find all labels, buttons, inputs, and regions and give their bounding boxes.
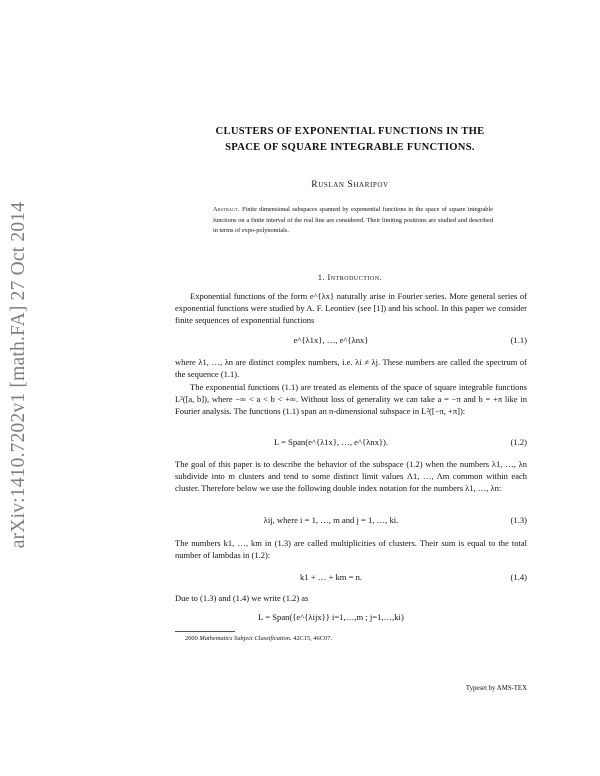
equation-1-4-number: (1.4) [510,572,527,582]
arxiv-side-stamp [4,175,34,575]
paragraph-4: The goal of this paper is to describe the behavior of the subspace (1.2) when the numbers λ1, …, λn subdivide into m clusters and tend to some distinct limit values Λ1, …, Λm common within each cluster. Therefore below we use the following double index notation for the numbers λ1, …, λn: [175,459,527,493]
abstract [213,205,493,237]
equation-1-4-body: k1 + … + km = n. [299,572,363,582]
footnote-year: 2000 [185,635,198,642]
paragraph-2: where λ1, …, λn are distinct complex numbers, i.e. λi ≠ λj. These numbers are called the spectrum of the sequence (1.1). [175,357,527,379]
abstract-label: Abstract. [213,206,240,213]
typeset-notice: Typeset by AMS-TEX [465,685,527,692]
footnote-rule [175,631,235,632]
author-name: Ruslan Sharipov [311,180,389,190]
paper-title [140,124,560,156]
paragraph-6: Due to (1.3) and (1.4) we write (1.2) as [175,593,309,603]
section-number: 1. [317,273,325,282]
footnote [185,635,525,642]
paragraph-1: Exponential functions of the form e^{λx} naturally arise in Fourier series. More general series of exponential functions were studied by A. F. Leontiev (see [1]) and his school. In this paper we consider finite sequences of exponential functions [175,291,527,325]
title-line-2: SPACE OF SQUARE INTEGRABLE FUNCTIONS. [225,142,475,153]
title-line-1: CLUSTERS OF EXPONENTIAL FUNCTIONS IN THE [215,126,485,137]
equation-1-3 [175,515,527,529]
equation-1-1-number: (1.1) [510,335,527,345]
footnote-codes: 42C15, 46C07. [293,635,333,642]
paragraph-3: The exponential functions (1.1) are treated as elements of the space of square integrable functions L²([a, b]), where −∞ < a < b < +∞. Without loss of generality we can take a = −π and b = +π like in Fourier analysis. The functions (1.1) span an n-dimensional subspace in L²([−π, +π]): [175,382,527,416]
equation-1-1 [175,335,527,349]
equation-1-2-number: (1.2) [510,437,527,447]
equation-1-3-number: (1.3) [510,515,527,525]
section-title: Introduction. [327,273,383,282]
equation-1-2 [175,437,527,451]
paragraph-5: The numbers k1, …, km in (1.3) are called multiplicities of clusters. Their sum is equal to the total number of lambdas in (1.2): [175,538,527,560]
equation-1-1-body: e^{λ1x}, …, e^{λnx} [293,335,369,345]
equation-1-3-body: λij, where i = 1, …, m and j = 1, …, ki. [263,515,399,525]
equation-1-2-body: L = Span(e^{λ1x}, …, e^{λnx}). [273,437,389,447]
arxiv-identifier: arXiv:1410.7202v1 [math.FA] 27 Oct 2014 [8,201,29,549]
abstract-text: Finite dimensional subspaces spanned by exponential functions in the space of square integrable functions on a finite interval of the real line are considered. Their limiting positions are studied and described in terms of expo-polynomials. [213,206,494,234]
footnote-label: Mathematics Subject Classification. [199,635,292,642]
equation-1-5 [175,612,527,626]
section-heading [140,273,560,282]
equation-1-5-body: L = Span({e^{λijx}} i=1,…,m ; j=1,…,ki) [258,612,404,622]
equation-1-4 [175,572,527,586]
